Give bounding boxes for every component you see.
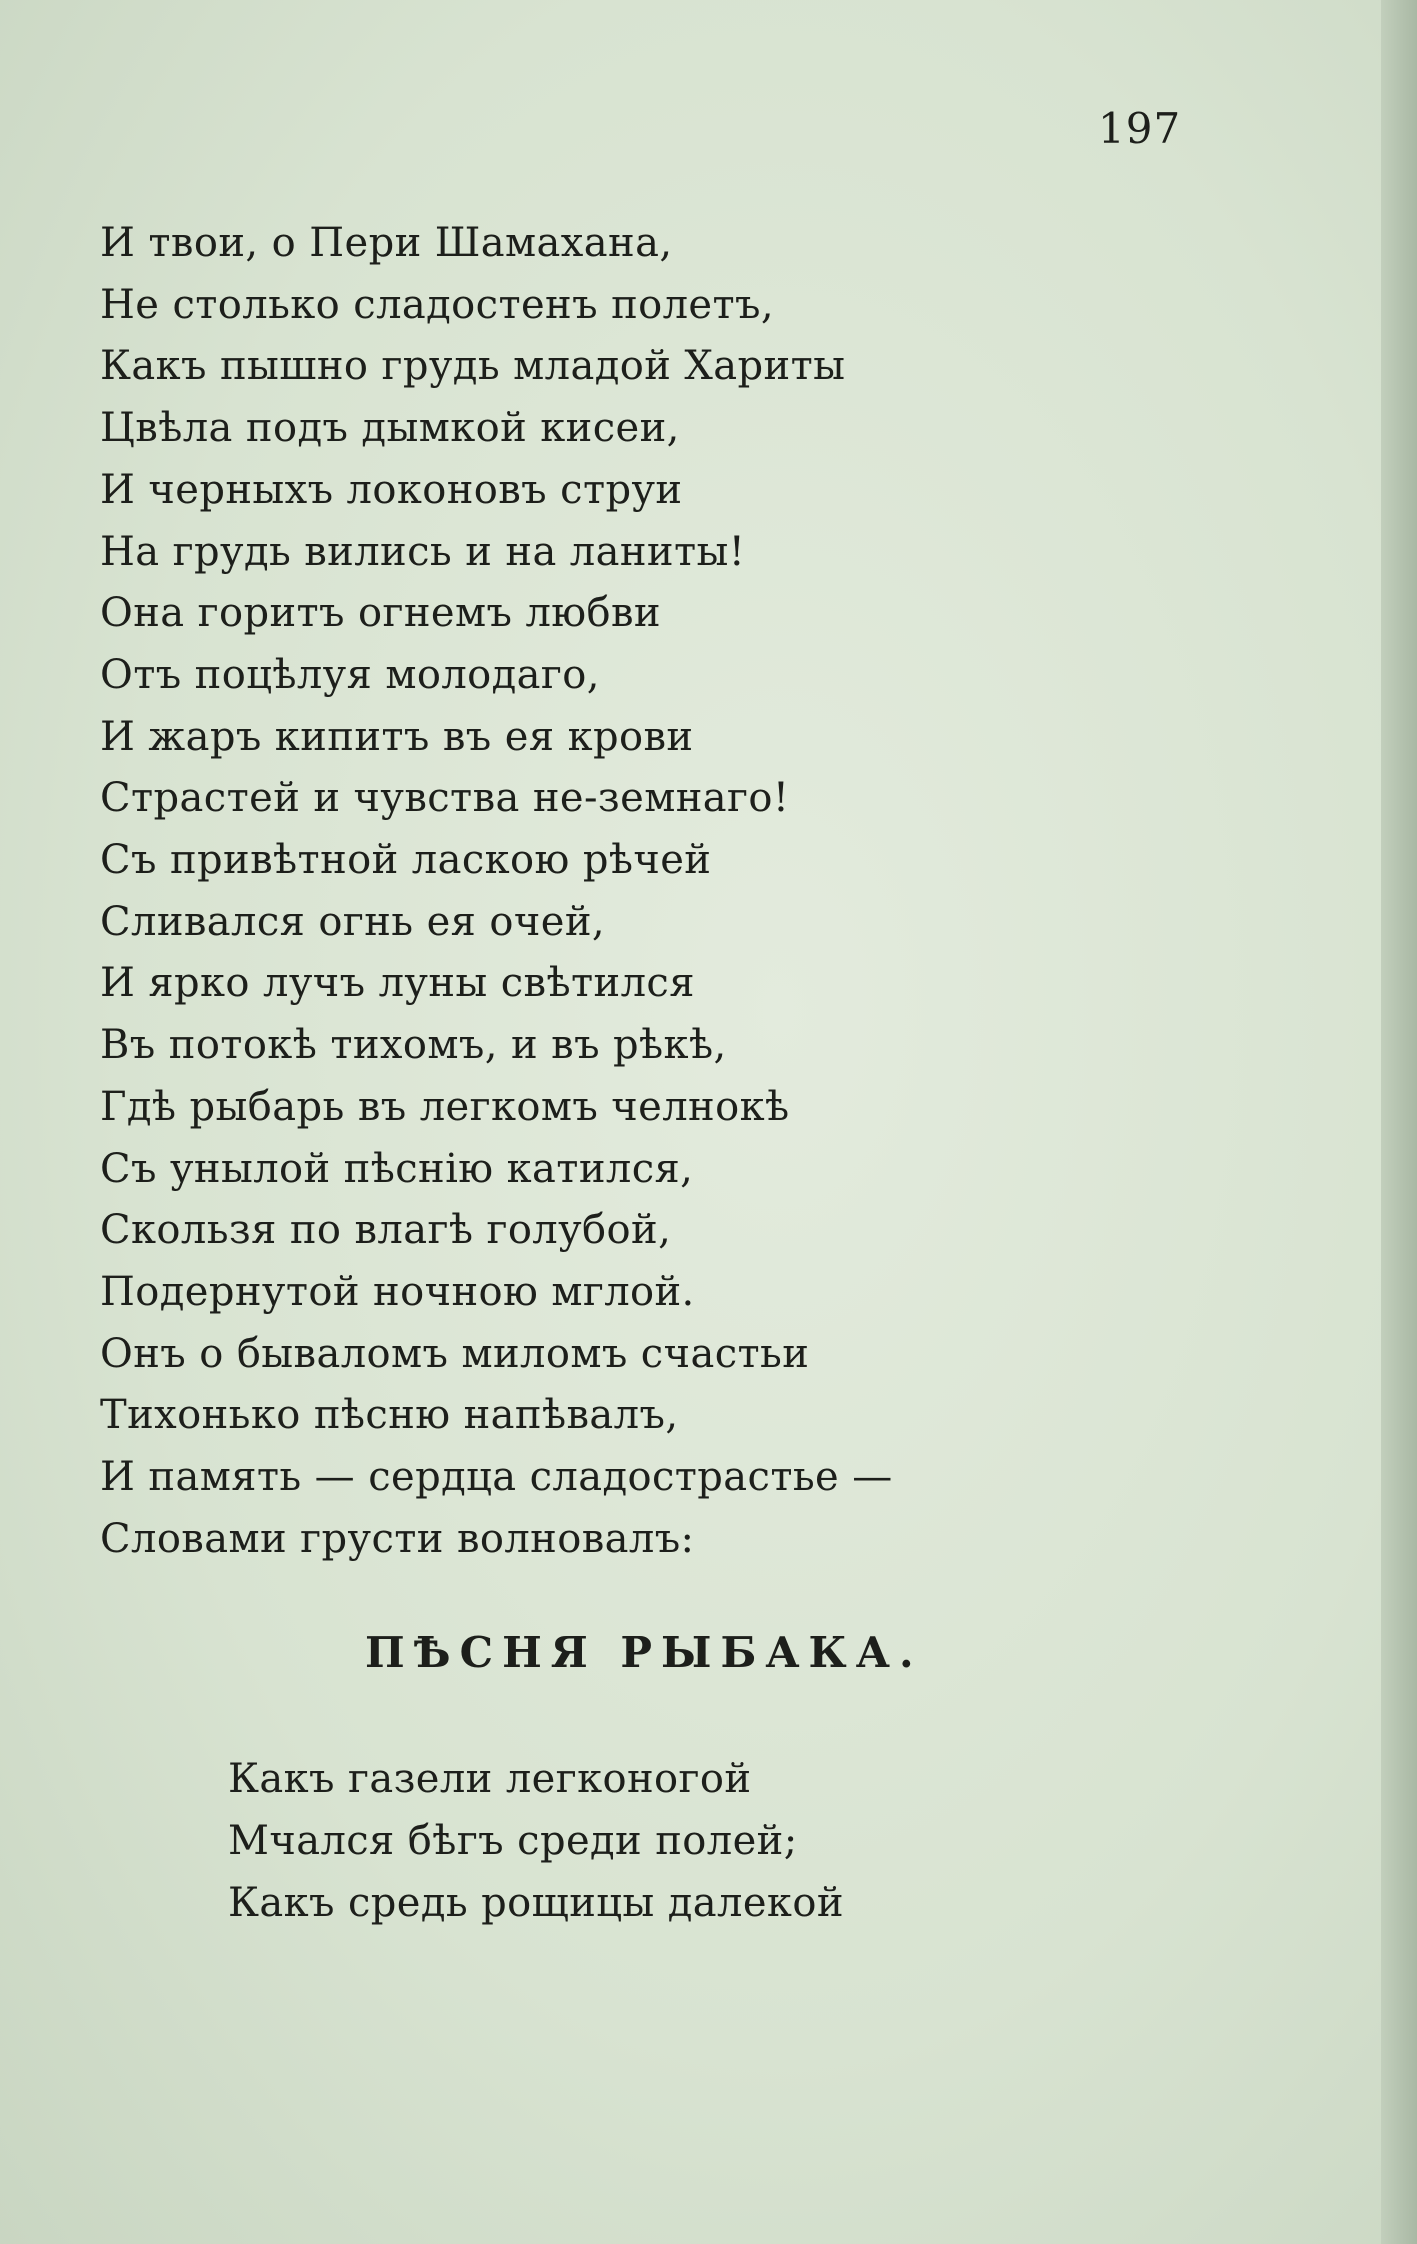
poem-line: Скользя по влагѣ голубой, — [100, 1207, 672, 1254]
song-text — [228, 1748, 1128, 1934]
poem-line: Не столько сладостенъ полетъ, — [100, 281, 774, 328]
poem-text — [100, 213, 1120, 1570]
poem-line: Словами грусти волновалъ: — [100, 1515, 695, 1562]
page-number: 197 — [1098, 104, 1182, 153]
poem-line: И ярко лучъ луны свѣтился — [100, 960, 695, 1007]
poem-line: Отъ поцѣлуя молодаго, — [100, 651, 600, 698]
section-title: ПѢСНЯ РЫБАКА. — [365, 1628, 923, 1677]
poem-line: Гдѣ рыбарь въ легкомъ челнокѣ — [100, 1083, 790, 1130]
poem-line: Какъ пышно грудь младой Хариты — [100, 343, 846, 390]
poem-line: Она горитъ огнемъ любви — [100, 590, 661, 637]
poem-line: Сливался огнь ея очей, — [100, 898, 605, 945]
poem-line: На грудь вились и на ланиты! — [100, 528, 746, 575]
poem-line: Подернутой ночною мглой. — [100, 1268, 695, 1315]
poem-line: Съ привѣтной ласкою рѣчей — [100, 837, 712, 884]
poem-line: Страстей и чувства не-земнаго! — [100, 775, 790, 822]
poem-line: И память — сердца сладострастье — — [100, 1454, 893, 1501]
song-line: Мчался бѣгъ среди полей; — [228, 1818, 798, 1864]
song-line: Какъ газели легконогой — [228, 1756, 752, 1802]
poem-line: И твои, о Пери Шамахана, — [100, 220, 673, 266]
poem-line: Въ потокѣ тихомъ, и въ рѣкѣ, — [100, 1022, 727, 1069]
poem-line: Онъ о бываломъ миломъ счастьи — [100, 1330, 810, 1377]
poem-line: Съ унылой пѣснію катился, — [100, 1145, 694, 1192]
page-edge — [1381, 0, 1417, 2244]
poem-line: Тихонько пѣсню напѣвалъ, — [100, 1392, 679, 1439]
poem-line: Цвѣла подъ дымкой кисеи, — [100, 405, 680, 452]
poem-line: И черныхъ локоновъ струи — [100, 466, 683, 513]
poem-line: И жаръ кипитъ въ ея крови — [100, 713, 694, 760]
song-line: Какъ средь рощицы далекой — [228, 1880, 844, 1926]
